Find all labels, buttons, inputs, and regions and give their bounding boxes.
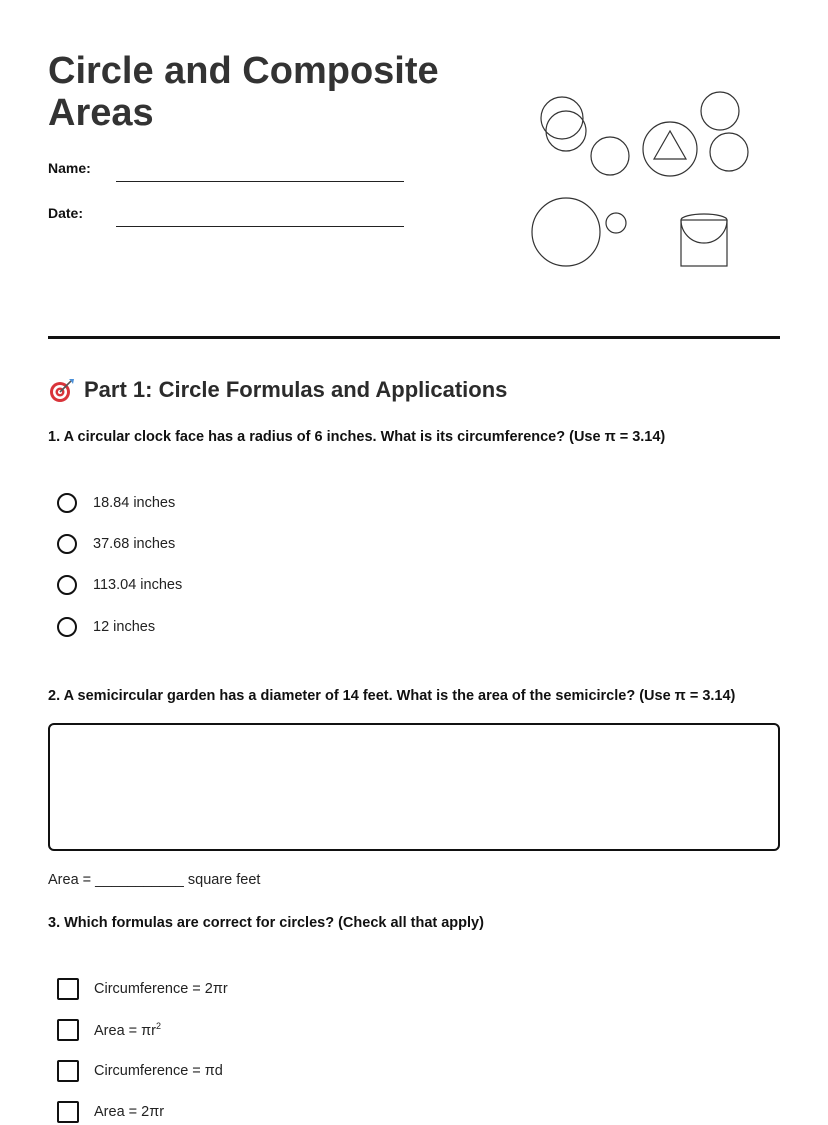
q3-option-3[interactable] (57, 1058, 223, 1084)
option-label: Circumference = πd (94, 1063, 223, 1079)
option-label: 12 inches (93, 619, 156, 635)
q3-option-1[interactable] (57, 976, 228, 1002)
q1-option-3[interactable] (57, 572, 182, 598)
section-heading (48, 376, 507, 404)
option-label (94, 1021, 161, 1039)
option-label: Area = 2πr (94, 1104, 165, 1120)
option-label-base: Area = πr (94, 1022, 156, 1039)
q1-option-4[interactable] (57, 614, 155, 640)
q1-option-1[interactable] (57, 490, 175, 516)
area-blank[interactable]: ___________ (95, 872, 184, 888)
radio-button[interactable] (57, 534, 77, 554)
question-3: 3. Which formulas are correct for circles? (Check all that apply) (48, 915, 484, 931)
question-1: 1. A circular clock face has a radius of 6 inches. What is its circumference? (Use π = 3.14) (48, 429, 666, 445)
q1-option-2[interactable] (57, 531, 175, 557)
date-field-line[interactable] (116, 226, 404, 227)
answer-box[interactable] (48, 723, 780, 851)
section-title-text: Part 1: Circle Formulas and Applications (84, 377, 508, 402)
checkbox[interactable] (57, 1019, 79, 1041)
option-label: 18.84 inches (93, 495, 176, 511)
radio-button[interactable] (57, 575, 77, 595)
radio-button[interactable] (57, 493, 77, 513)
area-answer-line (48, 872, 260, 888)
superscript: 2 (156, 1021, 162, 1032)
name-field-line[interactable] (116, 181, 404, 182)
question-2: 2. A semicircular garden has a diameter of 14 feet. What is the area of the semicircle? (Use π = 3.14) (48, 688, 736, 704)
area-prefix: Area = (48, 872, 96, 888)
target-icon (48, 376, 76, 404)
worksheet-title: Circle and Composite Areas (48, 50, 439, 134)
option-label: 113.04 inches (93, 577, 183, 593)
option-label: Circumference = 2πr (94, 981, 228, 997)
header-divider (48, 336, 780, 339)
option-label: 37.68 inches (93, 536, 176, 552)
name-label: Name: (48, 160, 91, 176)
checkbox[interactable] (57, 978, 79, 1000)
area-suffix: square feet (183, 872, 261, 888)
checkbox[interactable] (57, 1060, 79, 1082)
radio-button[interactable] (57, 617, 77, 637)
checkbox[interactable] (57, 1101, 79, 1123)
q3-option-4[interactable] (57, 1099, 164, 1125)
q3-option-2[interactable] (57, 1017, 161, 1043)
date-label: Date: (48, 205, 84, 221)
circles-illustration (505, 80, 765, 280)
